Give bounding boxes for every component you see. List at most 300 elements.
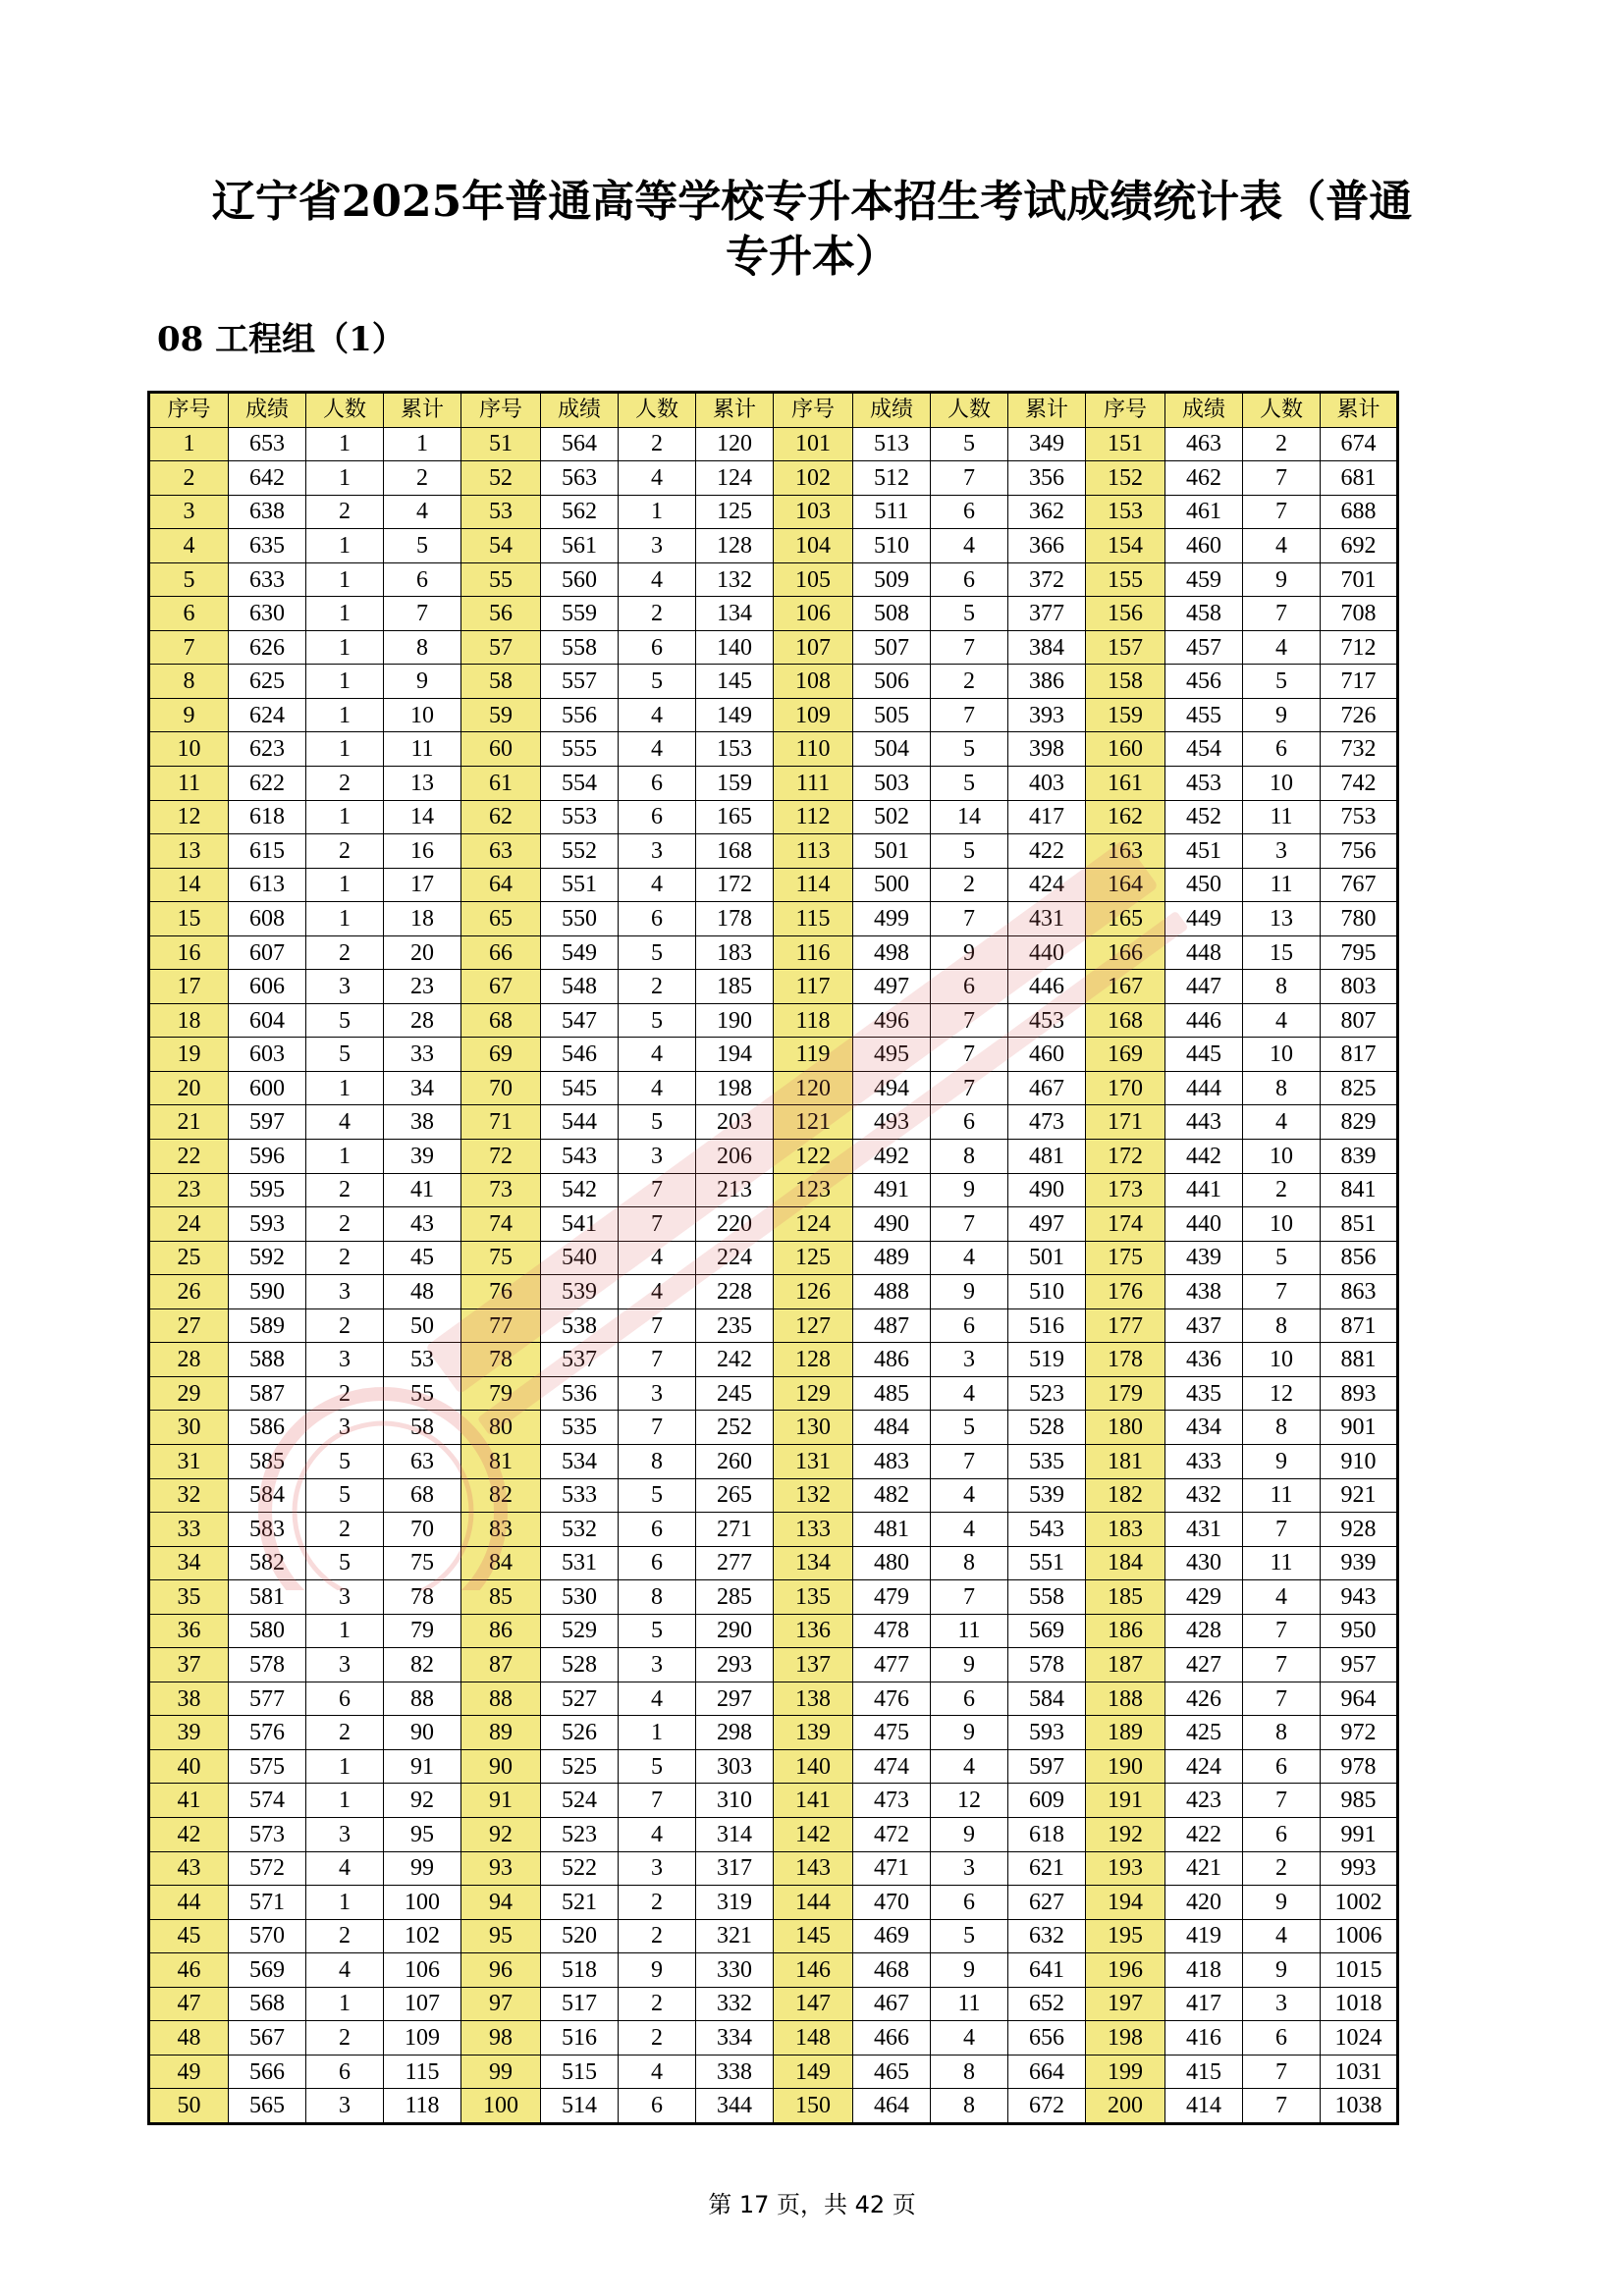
count-cell: 5 — [306, 1546, 384, 1580]
cumulative-cell: 978 — [1321, 1749, 1398, 1784]
seq-cell: 155 — [1086, 562, 1165, 597]
count-cell: 5 — [306, 1444, 384, 1478]
seq-cell: 128 — [774, 1343, 853, 1377]
cumulative-cell: 627 — [1008, 1886, 1086, 1920]
table-row — [149, 1173, 1398, 1207]
score-cell: 441 — [1165, 1173, 1243, 1207]
count-cell: 6 — [931, 970, 1008, 1004]
score-cell: 514 — [541, 2089, 619, 2124]
count-cell: 7 — [931, 1071, 1008, 1105]
score-cell: 465 — [853, 2055, 931, 2089]
count-cell: 7 — [1243, 1614, 1321, 1648]
seq-cell: 124 — [774, 1207, 853, 1242]
table-row — [149, 1513, 1398, 1547]
seq-cell: 6 — [149, 597, 229, 631]
score-cell: 624 — [229, 698, 306, 732]
count-cell: 1 — [306, 562, 384, 597]
count-cell: 4 — [1243, 1580, 1321, 1615]
count-cell: 2 — [619, 970, 696, 1004]
seq-cell: 57 — [461, 630, 541, 665]
cumulative-cell: 245 — [696, 1376, 774, 1411]
score-cell: 556 — [541, 698, 619, 732]
count-cell: 7 — [931, 698, 1008, 732]
count-cell: 1 — [619, 1716, 696, 1750]
cumulative-cell: 330 — [696, 1953, 774, 1988]
score-cell: 562 — [541, 495, 619, 529]
table-row — [149, 2055, 1398, 2089]
seq-cell: 28 — [149, 1343, 229, 1377]
seq-cell: 102 — [774, 461, 853, 496]
seq-cell: 81 — [461, 1444, 541, 1478]
table-row — [149, 1817, 1398, 1851]
cumulative-cell: 881 — [1321, 1343, 1398, 1377]
score-cell: 533 — [541, 1478, 619, 1513]
seq-cell: 157 — [1086, 630, 1165, 665]
score-cell: 502 — [853, 800, 931, 834]
seq-cell: 111 — [774, 767, 853, 801]
seq-cell: 35 — [149, 1580, 229, 1615]
cumulative-cell: 991 — [1321, 1817, 1398, 1851]
score-cell: 425 — [1165, 1716, 1243, 1750]
score-cell: 474 — [853, 1749, 931, 1784]
score-cell: 613 — [229, 868, 306, 902]
seq-cell: 60 — [461, 732, 541, 767]
cumulative-cell: 228 — [696, 1275, 774, 1309]
cumulative-cell: 742 — [1321, 767, 1398, 801]
count-cell: 7 — [931, 461, 1008, 496]
table-row — [149, 1919, 1398, 1953]
count-cell: 4 — [619, 1817, 696, 1851]
table-row — [149, 665, 1398, 699]
count-cell: 7 — [1243, 1784, 1321, 1818]
score-cell: 529 — [541, 1614, 619, 1648]
cumulative-cell: 293 — [696, 1648, 774, 1682]
count-cell: 5 — [931, 427, 1008, 461]
cumulative-cell: 124 — [696, 461, 774, 496]
seq-cell: 89 — [461, 1716, 541, 1750]
score-cell: 581 — [229, 1580, 306, 1615]
seq-cell: 177 — [1086, 1308, 1165, 1343]
cumulative-cell: 422 — [1008, 834, 1086, 869]
seq-cell: 42 — [149, 1817, 229, 1851]
score-cell: 630 — [229, 597, 306, 631]
table-row — [149, 732, 1398, 767]
score-cell: 635 — [229, 529, 306, 563]
cumulative-cell: 453 — [1008, 1003, 1086, 1038]
count-cell: 1 — [306, 698, 384, 732]
cumulative-cell: 303 — [696, 1749, 774, 1784]
seq-cell: 12 — [149, 800, 229, 834]
score-cell: 653 — [229, 427, 306, 461]
cumulative-cell: 664 — [1008, 2055, 1086, 2089]
score-cell: 421 — [1165, 1851, 1243, 1886]
count-cell: 5 — [931, 834, 1008, 869]
cumulative-cell: 277 — [696, 1546, 774, 1580]
cumulative-cell: 1002 — [1321, 1886, 1398, 1920]
seq-cell: 123 — [774, 1173, 853, 1207]
count-header: 人数 — [306, 393, 384, 428]
count-cell: 8 — [1243, 1308, 1321, 1343]
score-cell: 427 — [1165, 1648, 1243, 1682]
count-cell: 4 — [619, 868, 696, 902]
count-cell: 15 — [1243, 935, 1321, 970]
seq-cell: 25 — [149, 1241, 229, 1275]
score-cell: 512 — [853, 461, 931, 496]
cumulative-cell: 501 — [1008, 1241, 1086, 1275]
score-cell: 535 — [541, 1411, 619, 1445]
seq-cell: 64 — [461, 868, 541, 902]
seq-cell: 3 — [149, 495, 229, 529]
cumulative-cell: 332 — [696, 1987, 774, 2021]
seq-cell: 76 — [461, 1275, 541, 1309]
cumulative-cell: 102 — [384, 1919, 461, 1953]
cumulative-cell: 372 — [1008, 562, 1086, 597]
cumulative-cell: 53 — [384, 1343, 461, 1377]
score-cell: 434 — [1165, 1411, 1243, 1445]
count-cell: 9 — [931, 1716, 1008, 1750]
seq-header: 序号 — [461, 393, 541, 428]
seq-cell: 39 — [149, 1716, 229, 1750]
cumulative-cell: 4 — [384, 495, 461, 529]
count-cell: 8 — [931, 1140, 1008, 1174]
cumulative-cell: 1024 — [1321, 2021, 1398, 2056]
table-row — [149, 767, 1398, 801]
score-cell: 459 — [1165, 562, 1243, 597]
cumulative-cell: 656 — [1008, 2021, 1086, 2056]
table-row — [149, 1614, 1398, 1648]
score-cell: 604 — [229, 1003, 306, 1038]
cumulative-cell: 708 — [1321, 597, 1398, 631]
count-cell: 4 — [1243, 630, 1321, 665]
seq-cell: 105 — [774, 562, 853, 597]
cumulative-cell: 1006 — [1321, 1919, 1398, 1953]
cumulative-cell: 928 — [1321, 1513, 1398, 1547]
score-cell: 436 — [1165, 1343, 1243, 1377]
count-cell: 3 — [306, 1580, 384, 1615]
cumulative-cell: 440 — [1008, 935, 1086, 970]
count-cell: 4 — [306, 1105, 384, 1140]
score-cell: 580 — [229, 1614, 306, 1648]
count-cell: 7 — [931, 630, 1008, 665]
score-cell: 418 — [1165, 1953, 1243, 1988]
score-cell: 448 — [1165, 935, 1243, 970]
seq-cell: 70 — [461, 1071, 541, 1105]
count-cell: 6 — [619, 630, 696, 665]
cumulative-cell: 20 — [384, 935, 461, 970]
seq-cell: 148 — [774, 2021, 853, 2056]
cumulative-cell: 242 — [696, 1343, 774, 1377]
cumulative-cell: 398 — [1008, 732, 1086, 767]
count-cell: 8 — [1243, 970, 1321, 1004]
seq-cell: 136 — [774, 1614, 853, 1648]
score-cell: 422 — [1165, 1817, 1243, 1851]
table-row — [149, 1308, 1398, 1343]
score-cell: 469 — [853, 1919, 931, 1953]
seq-cell: 194 — [1086, 1886, 1165, 1920]
score-cell: 521 — [541, 1886, 619, 1920]
score-cell: 548 — [541, 970, 619, 1004]
cumulative-cell: 224 — [696, 1241, 774, 1275]
score-cell: 503 — [853, 767, 931, 801]
seq-cell: 58 — [461, 665, 541, 699]
seq-cell: 125 — [774, 1241, 853, 1275]
seq-cell: 184 — [1086, 1546, 1165, 1580]
score-cell: 525 — [541, 1749, 619, 1784]
cumulative-cell: 893 — [1321, 1376, 1398, 1411]
cumulative-cell: 285 — [696, 1580, 774, 1615]
cumulative-cell: 621 — [1008, 1851, 1086, 1886]
cumulative-cell: 34 — [384, 1071, 461, 1105]
count-cell: 7 — [1243, 2055, 1321, 2089]
score-cell: 499 — [853, 902, 931, 936]
table-row — [149, 1343, 1398, 1377]
seq-cell: 199 — [1086, 2055, 1165, 2089]
score-cell: 470 — [853, 1886, 931, 1920]
count-cell: 7 — [931, 902, 1008, 936]
score-cell: 545 — [541, 1071, 619, 1105]
seq-cell: 47 — [149, 1987, 229, 2021]
score-cell: 615 — [229, 834, 306, 869]
seq-cell: 127 — [774, 1308, 853, 1343]
seq-cell: 131 — [774, 1444, 853, 1478]
score-cell: 586 — [229, 1411, 306, 1445]
count-cell: 9 — [1243, 1886, 1321, 1920]
cumulative-cell: 829 — [1321, 1105, 1398, 1140]
cumulative-cell: 950 — [1321, 1614, 1398, 1648]
cumulative-cell: 9 — [384, 665, 461, 699]
cumulative-cell: 490 — [1008, 1173, 1086, 1207]
score-header: 成绩 — [853, 393, 931, 428]
score-cell: 424 — [1165, 1749, 1243, 1784]
count-cell: 11 — [1243, 868, 1321, 902]
seq-cell: 74 — [461, 1207, 541, 1242]
seq-cell: 91 — [461, 1784, 541, 1818]
score-cell: 592 — [229, 1241, 306, 1275]
score-cell: 633 — [229, 562, 306, 597]
score-cell: 428 — [1165, 1614, 1243, 1648]
cumulative-cell: 597 — [1008, 1749, 1086, 1784]
count-cell: 2 — [306, 1207, 384, 1242]
score-cell: 487 — [853, 1308, 931, 1343]
score-cell: 505 — [853, 698, 931, 732]
seq-cell: 139 — [774, 1716, 853, 1750]
count-cell: 11 — [931, 1614, 1008, 1648]
count-cell: 8 — [1243, 1716, 1321, 1750]
seq-cell: 190 — [1086, 1749, 1165, 1784]
cumulative-cell: 145 — [696, 665, 774, 699]
seq-cell: 107 — [774, 630, 853, 665]
seq-cell: 135 — [774, 1580, 853, 1615]
seq-cell: 137 — [774, 1648, 853, 1682]
cumulative-cell: 153 — [696, 732, 774, 767]
cumulative-cell: 356 — [1008, 461, 1086, 496]
score-cell: 597 — [229, 1105, 306, 1140]
cumulative-cell: 692 — [1321, 529, 1398, 563]
seq-cell: 142 — [774, 1817, 853, 1851]
score-cell: 532 — [541, 1513, 619, 1547]
score-cell: 531 — [541, 1546, 619, 1580]
table-row — [149, 1682, 1398, 1716]
score-cell: 607 — [229, 935, 306, 970]
score-cell: 542 — [541, 1173, 619, 1207]
seq-cell: 169 — [1086, 1038, 1165, 1072]
score-cell: 561 — [541, 529, 619, 563]
score-cell: 420 — [1165, 1886, 1243, 1920]
table-row — [149, 630, 1398, 665]
count-cell: 2 — [306, 1919, 384, 1953]
count-cell: 4 — [931, 529, 1008, 563]
cumulative-cell: 386 — [1008, 665, 1086, 699]
count-cell: 8 — [1243, 1071, 1321, 1105]
count-cell: 6 — [619, 902, 696, 936]
cumulative-cell: 817 — [1321, 1038, 1398, 1072]
seq-cell: 87 — [461, 1648, 541, 1682]
seq-cell: 19 — [149, 1038, 229, 1072]
cumulative-cell: 178 — [696, 902, 774, 936]
seq-cell: 183 — [1086, 1513, 1165, 1547]
seq-cell: 159 — [1086, 698, 1165, 732]
score-cell: 565 — [229, 2089, 306, 2124]
table-row — [149, 1851, 1398, 1886]
count-cell: 5 — [619, 1003, 696, 1038]
count-cell: 9 — [931, 1173, 1008, 1207]
count-cell: 7 — [931, 1038, 1008, 1072]
score-cell: 456 — [1165, 665, 1243, 699]
count-cell: 7 — [619, 1207, 696, 1242]
cumulative-cell: 672 — [1008, 2089, 1086, 2124]
count-cell: 4 — [306, 1851, 384, 1886]
cumulative-cell: 384 — [1008, 630, 1086, 665]
seq-cell: 43 — [149, 1851, 229, 1886]
cumulative-cell: 726 — [1321, 698, 1398, 732]
table-row — [149, 1376, 1398, 1411]
count-cell: 7 — [1243, 495, 1321, 529]
score-cell: 585 — [229, 1444, 306, 1478]
cumulative-cell: 321 — [696, 1919, 774, 1953]
count-cell: 2 — [306, 2021, 384, 2056]
score-cell: 500 — [853, 868, 931, 902]
cumulative-cell: 43 — [384, 1207, 461, 1242]
score-cell: 546 — [541, 1038, 619, 1072]
cumulative-cell: 107 — [384, 1987, 461, 2021]
cumulative-cell: 424 — [1008, 868, 1086, 902]
count-cell: 5 — [931, 732, 1008, 767]
cumulative-cell: 497 — [1008, 1207, 1086, 1242]
seq-cell: 101 — [774, 427, 853, 461]
seq-cell: 34 — [149, 1546, 229, 1580]
cumulative-cell: 939 — [1321, 1546, 1398, 1580]
cumulative-cell: 901 — [1321, 1411, 1398, 1445]
cumulative-cell: 118 — [384, 2089, 461, 2124]
count-cell: 3 — [619, 1851, 696, 1886]
seq-cell: 2 — [149, 461, 229, 496]
seq-cell: 22 — [149, 1140, 229, 1174]
score-cell: 520 — [541, 1919, 619, 1953]
count-cell: 1 — [306, 1784, 384, 1818]
table-row — [149, 1105, 1398, 1140]
score-cell: 573 — [229, 1817, 306, 1851]
score-cell: 588 — [229, 1343, 306, 1377]
count-cell: 1 — [306, 868, 384, 902]
seq-cell: 73 — [461, 1173, 541, 1207]
count-cell: 6 — [1243, 2021, 1321, 2056]
seq-cell: 52 — [461, 461, 541, 496]
seq-cell: 147 — [774, 1987, 853, 2021]
score-cell: 430 — [1165, 1546, 1243, 1580]
count-header: 人数 — [619, 393, 696, 428]
seq-cell: 78 — [461, 1343, 541, 1377]
count-cell: 12 — [931, 1784, 1008, 1818]
score-cell: 432 — [1165, 1478, 1243, 1513]
score-cell: 480 — [853, 1546, 931, 1580]
cumulative-header: 累计 — [1008, 393, 1086, 428]
score-cell: 517 — [541, 1987, 619, 2021]
seq-header: 序号 — [149, 393, 229, 428]
score-cell: 484 — [853, 1411, 931, 1445]
score-cell: 555 — [541, 732, 619, 767]
seq-cell: 50 — [149, 2089, 229, 2124]
count-cell: 10 — [1243, 1207, 1321, 1242]
table-row — [149, 1784, 1398, 1818]
score-statistics-table — [147, 391, 1399, 2125]
cumulative-cell: 593 — [1008, 1716, 1086, 1750]
score-cell: 528 — [541, 1648, 619, 1682]
seq-cell: 77 — [461, 1308, 541, 1343]
seq-cell: 38 — [149, 1682, 229, 1716]
seq-cell: 158 — [1086, 665, 1165, 699]
count-cell: 2 — [306, 935, 384, 970]
count-cell: 8 — [619, 1580, 696, 1615]
cumulative-cell: 5 — [384, 529, 461, 563]
seq-cell: 11 — [149, 767, 229, 801]
seq-cell: 26 — [149, 1275, 229, 1309]
count-cell: 12 — [1243, 1376, 1321, 1411]
seq-cell: 132 — [774, 1478, 853, 1513]
table-row — [149, 529, 1398, 563]
score-cell: 638 — [229, 495, 306, 529]
score-cell: 539 — [541, 1275, 619, 1309]
seq-cell: 186 — [1086, 1614, 1165, 1648]
seq-cell: 1 — [149, 427, 229, 461]
cumulative-cell: 569 — [1008, 1614, 1086, 1648]
seq-cell: 133 — [774, 1513, 853, 1547]
score-cell: 486 — [853, 1343, 931, 1377]
count-cell: 1 — [306, 1886, 384, 1920]
seq-cell: 103 — [774, 495, 853, 529]
cumulative-cell: 543 — [1008, 1513, 1086, 1547]
cumulative-cell: 13 — [384, 767, 461, 801]
cumulative-cell: 803 — [1321, 970, 1398, 1004]
seq-cell: 200 — [1086, 2089, 1165, 2124]
cumulative-cell: 314 — [696, 1817, 774, 1851]
table-row — [149, 1071, 1398, 1105]
count-cell: 14 — [931, 800, 1008, 834]
count-cell: 2 — [306, 1513, 384, 1547]
score-cell: 538 — [541, 1308, 619, 1343]
cumulative-cell: 265 — [696, 1478, 774, 1513]
cumulative-cell: 183 — [696, 935, 774, 970]
score-cell: 536 — [541, 1376, 619, 1411]
seq-cell: 171 — [1086, 1105, 1165, 1140]
cumulative-cell: 349 — [1008, 427, 1086, 461]
table-row — [149, 461, 1398, 496]
cumulative-cell: 519 — [1008, 1343, 1086, 1377]
score-cell: 462 — [1165, 461, 1243, 496]
count-cell: 1 — [306, 427, 384, 461]
cumulative-cell: 11 — [384, 732, 461, 767]
table-row — [149, 1546, 1398, 1580]
seq-cell: 31 — [149, 1444, 229, 1478]
